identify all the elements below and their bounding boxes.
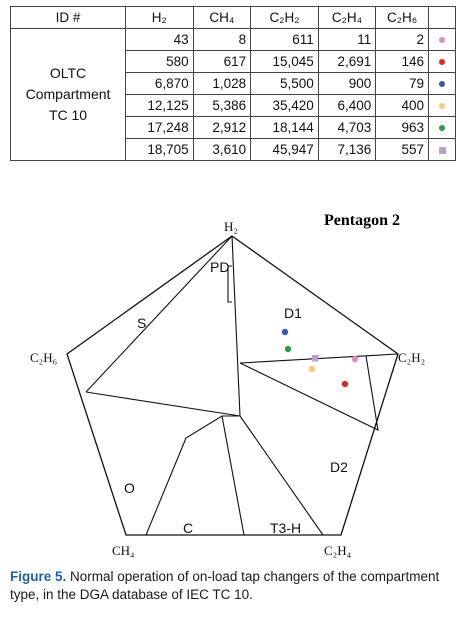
header-c2h6: C₂H₆ [376, 7, 429, 29]
zone-label-s: S [137, 315, 147, 331]
marker-cell [429, 51, 456, 73]
sample-point-1 [352, 356, 358, 362]
boundary-d1-d2 [240, 356, 378, 430]
sample-point-4 [309, 366, 315, 372]
table-cell: 1,028 [193, 73, 251, 95]
square-marker-icon [439, 147, 446, 154]
marker-cell [429, 117, 456, 139]
marker-cell [429, 73, 456, 95]
table-cell: 146 [376, 51, 429, 73]
table-cell: 5,500 [251, 73, 319, 95]
table-cell: 557 [376, 139, 429, 161]
table-cell: 6,400 [318, 95, 376, 117]
zone-label-c: C [183, 520, 194, 536]
vertex-label-ch4: CH₄ [112, 543, 135, 558]
table-cell: 4,703 [318, 117, 376, 139]
table-cell: 617 [193, 51, 251, 73]
sample-point-3 [282, 329, 288, 335]
table-cell: 18,705 [126, 139, 194, 161]
circle-marker-icon [439, 103, 445, 109]
table-cell: 5,386 [193, 95, 251, 117]
boundary-d1 [240, 354, 398, 363]
dga-table [10, 6, 456, 161]
table-cell: 79 [376, 73, 429, 95]
pentagon-title: Pentagon 2 [324, 212, 400, 229]
group-label-cell [11, 29, 126, 161]
header-marker [429, 7, 456, 29]
zone-label-t3h: T3-H [270, 520, 302, 536]
figure-caption [10, 568, 458, 604]
vertex-label-h2: H₂ [224, 219, 238, 234]
circle-marker-icon [439, 59, 445, 65]
zone-label-pd: PD [210, 259, 230, 275]
circle-marker-icon [439, 125, 445, 131]
group-label-line: TC 10 [48, 107, 88, 123]
table-cell: 43 [126, 29, 194, 51]
table-cell: 400 [376, 95, 429, 117]
table-cell: 611 [251, 29, 319, 51]
marker-cell [429, 95, 456, 117]
table-cell: 900 [318, 73, 376, 95]
boundary-t3h-d2 [240, 416, 323, 535]
header-h2: H₂ [126, 7, 194, 29]
sample-point-6 [312, 355, 319, 362]
boundary-s-o [86, 392, 240, 416]
table-cell: 2 [376, 29, 429, 51]
table-row [11, 29, 456, 51]
table-cell: 17,248 [126, 117, 194, 139]
table-cell: 11 [318, 29, 376, 51]
table-cell: 35,420 [251, 95, 319, 117]
figure-caption-text: Normal operation of on-load tap changers of the compartment type, in the DGA database of IEC TC 10. [10, 569, 440, 602]
header-ch4: CH₄ [193, 7, 251, 29]
table-cell: 2,912 [193, 117, 251, 139]
circle-marker-icon [439, 81, 445, 87]
table-cell: 18,144 [251, 117, 319, 139]
table-cell: 8 [193, 29, 251, 51]
group-label-line: Compartment [25, 86, 111, 102]
group-label-line: OLTC [49, 65, 87, 81]
zone-label-d2: D2 [330, 459, 348, 475]
table-cell: 963 [376, 117, 429, 139]
table-cell: 15,045 [251, 51, 319, 73]
table-header-row [11, 7, 456, 29]
table-cell: 45,947 [251, 139, 319, 161]
sample-point-5 [285, 346, 291, 352]
figure-caption-lead: Figure 5. [10, 569, 67, 584]
sample-point-2 [342, 381, 348, 387]
table-cell: 3,610 [193, 139, 251, 161]
circle-marker-icon [439, 37, 445, 43]
marker-cell [429, 29, 456, 51]
table-cell: 12,125 [126, 95, 194, 117]
zone-label-d1: D1 [284, 305, 302, 321]
table-cell: 7,136 [318, 139, 376, 161]
boundary-c-t3h [222, 416, 244, 535]
table-cell: 6,870 [126, 73, 194, 95]
marker-cell [429, 139, 456, 161]
header-c2h4: C₂H₄ [318, 7, 376, 29]
vertex-label-c2h6: C₂H₆ [30, 350, 58, 365]
vertex-label-c2h4: C₂H₄ [324, 543, 352, 558]
header-c2h2: C₂H₂ [251, 7, 319, 29]
duval-pentagon-2 [0, 200, 465, 568]
vertex-label-c2h2: C₂H₂ [398, 350, 426, 365]
boundary-o-c [146, 416, 240, 535]
table-cell: 580 [126, 51, 194, 73]
pentagon-outline [67, 236, 398, 535]
zone-label-o: O [124, 480, 135, 496]
header-id: ID # [11, 7, 126, 29]
boundary-center-line [232, 236, 240, 416]
table-cell: 2,691 [318, 51, 376, 73]
